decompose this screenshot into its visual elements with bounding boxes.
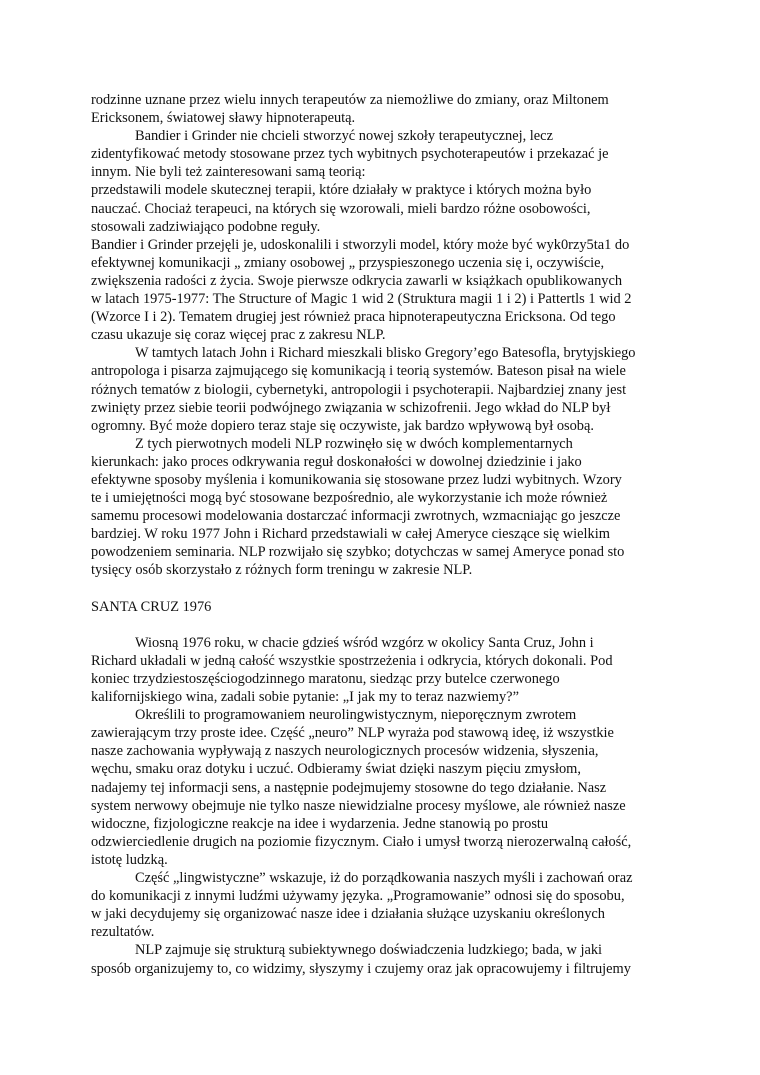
text-line: powodzeniem seminaria. NLP rozwijało się szybko; dotychczas w samej Ameryce ponad sto — [91, 544, 625, 561]
text-line: Wiosną 1976 roku, w chacie gdzieś wśród wzgórz w okolicy Santa Cruz, John i — [135, 634, 594, 651]
text-line: samemu procesowi modelowania dostarczać informacji zwrotnych, wzmacniając go jeszcze — [91, 508, 621, 525]
section-santa-cruz — [91, 634, 671, 978]
text-line: do komunikacji z innymi ludźmi używamy języka. „Programowanie” odnosi się do sposobu, — [91, 888, 625, 905]
text-line: rodzinne uznane przez wielu innych terapeutów za niemożliwe do zmiany, oraz Miltonem — [91, 92, 609, 108]
text-line: Ericksonem, światowej sławy hipnoterapeutą. — [91, 110, 356, 127]
text-line: kalifornijskiego wina, zadali sobie pytanie: „I jak my to teraz nazwiemy?” — [91, 689, 519, 706]
text-line: zawierającym trzy proste idee. Część „neuro” NLP wyraża pod stawową ideę, iż wszystkie — [91, 725, 614, 742]
text-line: zidentyfikować metody stosowane przez tych wybitnych psychoterapeutów i przekazać je — [91, 146, 609, 163]
text-line: innym. Nie byli też zainteresowani samą teorią: — [91, 164, 366, 181]
text-line: Bandier i Grinder przejęli je, udoskonalili i stworzyli model, który może być wyk0rzy5ta1 do — [91, 236, 630, 253]
text-line: rezultatów. — [91, 924, 155, 941]
section-heading: SANTA CRUZ 1976 — [91, 598, 212, 615]
text-line: (Wzorce I i 2). Tematem drugiej jest również praca hipnoterapeutyczna Ericksona. Od tego — [91, 309, 616, 326]
text-line: nadajemy tej informacji sens, a następnie podejmujemy stosowne do tego działanie. Nasz — [91, 779, 607, 796]
text-line: Określili to programowaniem neurolingwistycznym, nieporęcznym zwrotem — [135, 707, 577, 724]
text-line: te i umiejętności mogą być stosowane bezpośrednio, ale wykorzystanie ich może również — [91, 490, 608, 507]
text-line: koniec trzydziestoszęściogodzinnego maratonu, siedząc przy butelce czerwonego — [91, 671, 560, 687]
text-line: przedstawili modele skutecznej terapii, które działały w praktyce i których można było — [91, 182, 592, 199]
text-line: sposób organizujemy to, co widzimy, słyszymy i czujemy oraz jak opracowujemy i filtrujemy — [91, 960, 631, 977]
text-line: odzwierciedlenie drugich na poziomie fizycznym. Ciało i umysł tworzą nierozerwalną całość, — [91, 833, 632, 850]
text-line: w latach 1975-1977: The Structure of Magic 1 wid 2 (Struktura magii 1 i 2) i Pattertls 1 wid 2 — [91, 291, 632, 308]
text-line: widoczne, fizjologiczne reakcje na idee i wydarzenia. Jedne stanowią po prostu — [91, 815, 549, 832]
text-line: ogromny. Być może dopiero teraz staje się oczywiste, jak bardzo wpływową był osobą. — [91, 417, 594, 434]
text-line: czasu ukazuje się coraz więcej prac z zakresu NLP. — [91, 327, 386, 344]
text-line: Z tych pierwotnych modeli NLP rozwinęło się w dwóch komplementarnych — [135, 435, 573, 452]
text-line: zwinięty przez siebie teorii podwójnego związania w schizofrenii. Jego wkład do NLP był — [91, 399, 611, 416]
text-line: efektywnej komunikacji „ zmiany osobowej „ przyspieszonego uczenia się i, oczywiście, — [91, 254, 605, 271]
text-line: nasze zachowania wypływają z naszych neurologicznych procesów widzenia, słyszenia, — [91, 743, 599, 760]
text-line: w jaki decydujemy się organizować nasze idee i działania służące uzyskaniu określonych — [91, 906, 606, 923]
text-line: system nerwowy obejmuje nie tylko nasze niewidzialne procesy myślowe, ale również nasze — [91, 797, 626, 814]
text-line: tysięcy osób skorzystało z różnych form treningu w zakresie NLP. — [91, 562, 473, 579]
text-line: Richard układali w jedną całość wszystkie spostrzeżenia i odkrycia, których dokonali. Pod — [91, 652, 613, 669]
text-line: nauczać. Chociaż terapeuci, na których się wzorowali, mieli bardzo różne osobowości, — [91, 200, 591, 217]
text-line: różnych tematów z biologii, cybernetyki, antropologii i psychoterapii. Najbardziej znany jest — [91, 381, 627, 398]
text-line: bardziej. W roku 1977 John i Richard przedstawiali w całej Ameryce cieszące się wielkim — [91, 526, 610, 543]
text-line: węchu, smaku oraz dotyku i uczuć. Odbieramy świat dzięki naszym pięciu zmysłom, — [91, 761, 581, 778]
text-line: stosowali zadziwiająco podobne reguły. — [91, 218, 321, 235]
text-line: W tamtych latach John i Richard mieszkali blisko Gregory’ego Batesofla, brytyjskiego — [135, 345, 636, 362]
text-line: zwiększenia radości z życia. Swoje pierwsze odkrycia zawarli w książkach opublikowanych — [91, 272, 623, 289]
section-intro — [91, 91, 671, 580]
text-line: kierunkach: jako proces odkrywania reguł doskonałości w dowolnej dziedzinie i jako — [91, 453, 582, 470]
text-line: antropologa i pisarza zajmującego się komunikacją i teorią systemów. Bateson pisał na wiele — [91, 363, 626, 380]
text-line: efektywne sposoby myślenia i komunikowania się stosowane przez ludzi wybitnych. Wzory — [91, 471, 622, 488]
document-body — [91, 91, 671, 978]
text-line: Bandier i Grinder nie chcieli stworzyć nowej szkoły terapeutycznej, lecz — [135, 128, 553, 145]
text-line: NLP zajmuje się strukturą subiektywnego doświadczenia ludzkiego; bada, w jaki — [135, 942, 603, 959]
text-line: istotę ludzką. — [91, 851, 168, 868]
text-line: Część „lingwistyczne” wskazuje, iż do porządkowania naszych myśli i zachowań oraz — [135, 870, 633, 887]
